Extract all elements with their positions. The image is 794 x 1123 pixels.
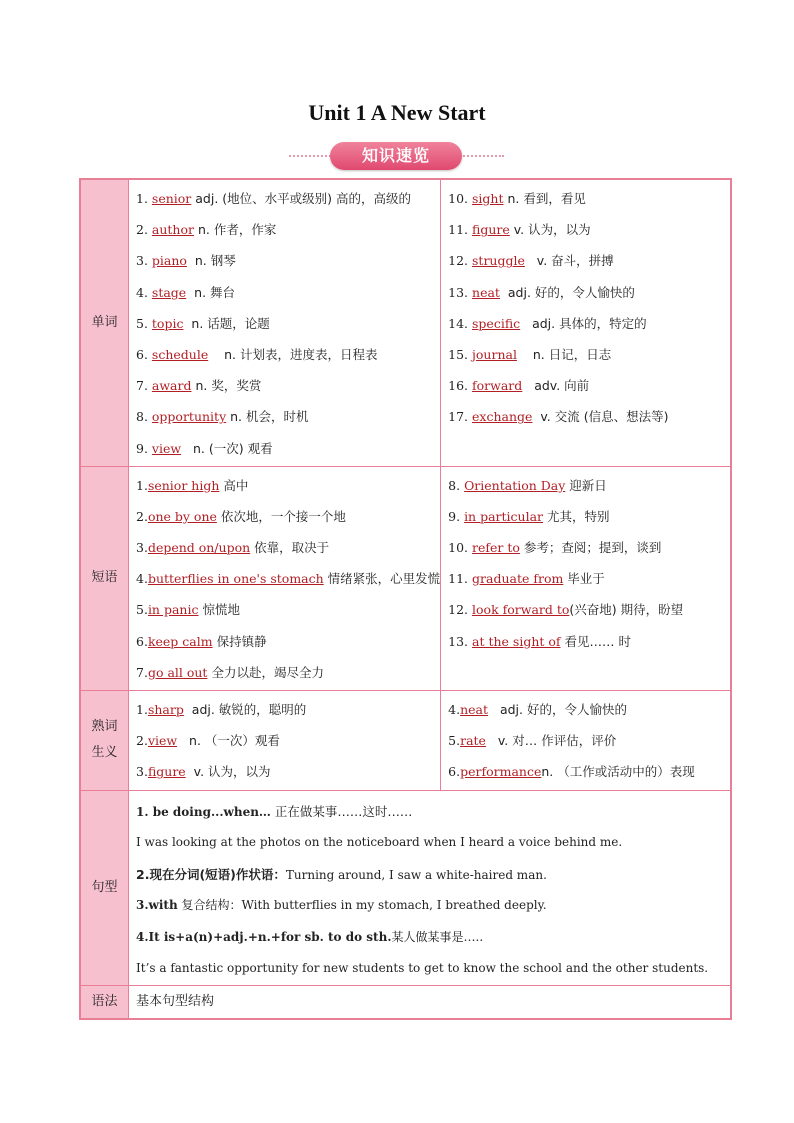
familiar-item: [136, 756, 440, 787]
item-term: rate: [460, 733, 486, 749]
item-number: 11.: [448, 222, 473, 238]
item-number: 3.: [136, 253, 152, 269]
item-number: 4.: [448, 702, 461, 717]
item-definition: n. 话题，论题: [183, 315, 270, 331]
item-number: 4.: [136, 571, 148, 587]
vocab-label: 单词: [80, 179, 129, 466]
item-term: Orientation Day: [464, 477, 566, 493]
item-number: 5.: [448, 733, 461, 749]
phrase-item: [136, 563, 440, 594]
item-definition: 参考；查阅；提到，谈到: [519, 540, 662, 556]
familiar-left-list: [129, 691, 440, 790]
item-number: 6.: [136, 346, 152, 362]
sentence-example-4: It’s a fantastic opportunity for new students to get to know the school and the other students.: [136, 961, 709, 976]
familiar-item: [448, 694, 730, 725]
section-banner: [0, 142, 794, 172]
item-definition: adj. (地位、水平或级别) 高的，高级的: [191, 191, 411, 206]
item-term: go all out: [147, 664, 208, 680]
vocab-item: [448, 308, 730, 339]
item-number: 6.: [136, 633, 148, 649]
item-term: senior high: [147, 477, 220, 493]
item-number: 6.: [448, 764, 461, 780]
item-term: figure: [472, 222, 510, 238]
item-number: 13.: [448, 633, 473, 649]
vocab-right-cell: [441, 179, 731, 466]
phrase-item: [136, 501, 440, 532]
item-number: 5.: [136, 602, 148, 618]
item-term: view: [151, 440, 182, 456]
item-definition: 毕业于: [563, 571, 605, 587]
item-term: exchange: [472, 409, 533, 425]
item-number: 12.: [448, 253, 473, 269]
item-definition: n. 舞台: [186, 284, 236, 300]
phrases-left-list: [129, 467, 440, 690]
item-definition: 惊慌地: [198, 602, 240, 618]
item-number: 17.: [448, 409, 473, 425]
item-term: senior: [151, 191, 192, 206]
vocab-item: [136, 277, 440, 308]
item-number: 1.: [136, 191, 152, 206]
item-number: 11.: [448, 571, 473, 587]
item-term: sharp: [147, 702, 184, 717]
knowledge-table: [79, 178, 732, 1020]
item-number: 13.: [448, 284, 473, 300]
item-definition: 看见…… 时: [560, 633, 631, 649]
item-number: 14.: [448, 315, 473, 331]
item-number: 12.: [448, 602, 473, 618]
item-term: sight: [472, 191, 504, 206]
item-term: schedule: [151, 346, 209, 362]
item-term: refer to: [472, 540, 520, 556]
sentences-cell: [129, 790, 732, 985]
item-term: author: [151, 222, 194, 238]
item-number: 16.: [448, 378, 473, 394]
item-number: 8.: [448, 477, 465, 493]
phrase-item: [136, 470, 440, 501]
phrase-item: [448, 470, 730, 501]
item-term: at the sight of: [472, 633, 561, 649]
item-term: depend on/upon: [147, 540, 251, 556]
item-term: view: [147, 733, 178, 749]
item-term: keep calm: [147, 633, 213, 649]
item-definition: n. 钢琴: [186, 253, 236, 269]
item-definition: adj. 好的，令人愉快的: [499, 284, 635, 300]
item-definition: v. 奋斗，拼搏: [524, 253, 614, 269]
familiar-item: [136, 694, 440, 725]
item-term: topic: [151, 315, 184, 331]
vocab-item: [136, 214, 440, 245]
phrase-item: [448, 626, 730, 657]
item-definition: 依次地，一个接一个地: [216, 508, 346, 524]
vocab-item: [136, 370, 440, 401]
item-number: 5.: [136, 315, 152, 331]
item-number: 7.: [136, 664, 148, 680]
page-title: Unit 1 A New Start: [308, 100, 486, 125]
item-number: 3.: [136, 540, 148, 556]
phrases-left-cell: [129, 466, 441, 690]
item-definition: (兴奋地) 期待，盼望: [569, 602, 684, 618]
familiar-item: [448, 756, 730, 787]
item-number: 7.: [136, 378, 152, 394]
item-term: neat: [472, 284, 500, 300]
familiar-right-cell: [441, 691, 731, 791]
phrases-row: [80, 466, 731, 690]
familiar-label: [80, 691, 129, 791]
banner-label: 知识速览: [330, 142, 462, 170]
item-term: award: [151, 378, 192, 394]
vocab-item: [136, 401, 440, 432]
vocab-item: [136, 308, 440, 339]
item-term: figure: [147, 764, 186, 780]
phrase-item: [448, 563, 730, 594]
item-definition: v. 认为，以为: [185, 764, 271, 780]
banner-right-dots: [456, 155, 504, 157]
grammar-content: 基本句型结构: [136, 993, 215, 1009]
sentence-pattern-4: 4.It is+a(n)+adj.+n.+for sb. to do sth.某人做某事是…..: [136, 929, 484, 944]
item-definition: v. 对… 作评估，评价: [485, 733, 617, 749]
phrases-right-list: [441, 467, 730, 659]
item-number: 10.: [448, 540, 473, 556]
vocab-item: [448, 214, 730, 245]
item-definition: n. 计划表，进度表，日程表: [208, 346, 378, 362]
vocab-item: [136, 183, 440, 214]
item-definition: adj. 敏锐的，聪明的: [183, 702, 307, 717]
item-term: in panic: [147, 602, 199, 618]
vocab-item: [136, 245, 440, 276]
item-definition: adv. 向前: [522, 378, 590, 394]
item-definition: 依靠，取决于: [250, 540, 330, 556]
item-number: 15.: [448, 346, 473, 362]
item-number: 1.: [136, 477, 148, 493]
item-number: 8.: [136, 409, 152, 425]
phrase-item: [136, 657, 440, 688]
item-definition: 迎新日: [565, 477, 607, 493]
vocab-row: [80, 179, 731, 466]
phrases-label: 短语: [80, 466, 129, 690]
item-definition: n. （工作或活动中的）表现: [541, 764, 695, 780]
item-number: 10.: [448, 191, 473, 206]
item-definition: n. 日记，日志: [516, 346, 612, 362]
item-definition: n. 看到，看见: [503, 191, 586, 206]
phrase-item: [136, 532, 440, 563]
sentence-pattern-2: 2.现在分词(短语)作状语：Turning around, I saw a white-haired man.: [136, 866, 547, 882]
item-definition: v. 交流 (信息、想法等): [532, 409, 669, 425]
phrase-item: [448, 532, 730, 563]
item-number: 1.: [136, 702, 148, 717]
vocab-item: [448, 370, 730, 401]
item-term: journal: [472, 346, 517, 362]
item-definition: 情绪紧张，心里发慌: [323, 571, 441, 587]
sentences-label: 句型: [80, 790, 129, 985]
phrases-right-cell: [441, 466, 731, 690]
grammar-row: [80, 985, 731, 1019]
item-definition: 保持镇静: [212, 633, 267, 649]
item-term: performance: [460, 764, 542, 780]
vocab-left-list: [129, 180, 440, 466]
familiar-row: [80, 691, 731, 791]
familiar-right-list: [441, 691, 730, 790]
item-definition: v. 认为，以为: [509, 222, 591, 238]
phrase-item: [136, 594, 440, 625]
sentence-pattern-3: 3.with 复合结构：With butterflies in my stomach, I breathed deeply.: [136, 898, 547, 913]
item-term: specific: [472, 315, 521, 331]
familiar-item: [136, 725, 440, 756]
item-definition: 高中: [219, 477, 249, 493]
familiar-item: [448, 725, 730, 756]
item-number: 9.: [136, 440, 152, 456]
sentence-pattern-1: 1. be doing...when… 正在做某事……这时……: [136, 803, 413, 819]
sentences-row: [80, 790, 731, 985]
phrase-item: [448, 501, 730, 532]
vocab-right-list: [441, 180, 730, 435]
item-definition: adj. 具体的，特定的: [520, 315, 647, 331]
item-definition: n. 机会，时机: [226, 409, 309, 425]
item-term: neat: [460, 702, 489, 717]
item-term: piano: [151, 253, 187, 269]
item-definition: n. (一次) 观看: [181, 440, 273, 456]
item-term: stage: [151, 284, 187, 300]
phrase-item: [448, 594, 730, 625]
item-number: 9.: [448, 508, 465, 524]
grammar-cell: [129, 985, 732, 1019]
vocab-item: [448, 401, 730, 432]
vocab-item: [448, 339, 730, 370]
familiar-left-cell: [129, 691, 441, 791]
item-definition: 全力以赴，竭尽全力: [207, 664, 324, 680]
item-term: opportunity: [151, 409, 227, 425]
item-term: in particular: [464, 508, 544, 524]
familiar-label-line1: 熟词: [91, 719, 118, 735]
item-number: 2.: [136, 222, 152, 238]
item-term: butterflies in one's stomach: [147, 571, 324, 587]
item-term: graduate from: [472, 571, 564, 587]
vocab-item: [136, 339, 440, 370]
vocab-item: [448, 277, 730, 308]
item-term: struggle: [472, 253, 525, 269]
phrase-item: [136, 626, 440, 657]
item-definition: adj. 好的，令人愉快的: [488, 702, 627, 717]
item-number: 4.: [136, 284, 152, 300]
vocab-left-cell: [129, 179, 441, 466]
item-term: look forward to: [472, 602, 570, 618]
grammar-label: 语法: [80, 985, 129, 1019]
item-term: one by one: [147, 508, 217, 524]
item-definition: n. （一次）观看: [177, 733, 280, 749]
familiar-label-line2: 生义: [91, 745, 118, 761]
vocab-item: [136, 433, 440, 464]
item-definition: n. 作者，作家: [193, 222, 277, 238]
sentence-example-1: I was looking at the photos on the noticeboard when I heard a voice behind me.: [136, 835, 623, 850]
item-definition: 尤其，特别: [543, 508, 610, 524]
item-term: forward: [472, 378, 523, 394]
item-number: 3.: [136, 764, 148, 780]
vocab-item: [448, 183, 730, 214]
item-number: 2.: [136, 733, 148, 749]
item-definition: n. 奖，奖赏: [191, 378, 262, 394]
vocab-item: [448, 245, 730, 276]
item-number: 2.: [136, 508, 148, 524]
